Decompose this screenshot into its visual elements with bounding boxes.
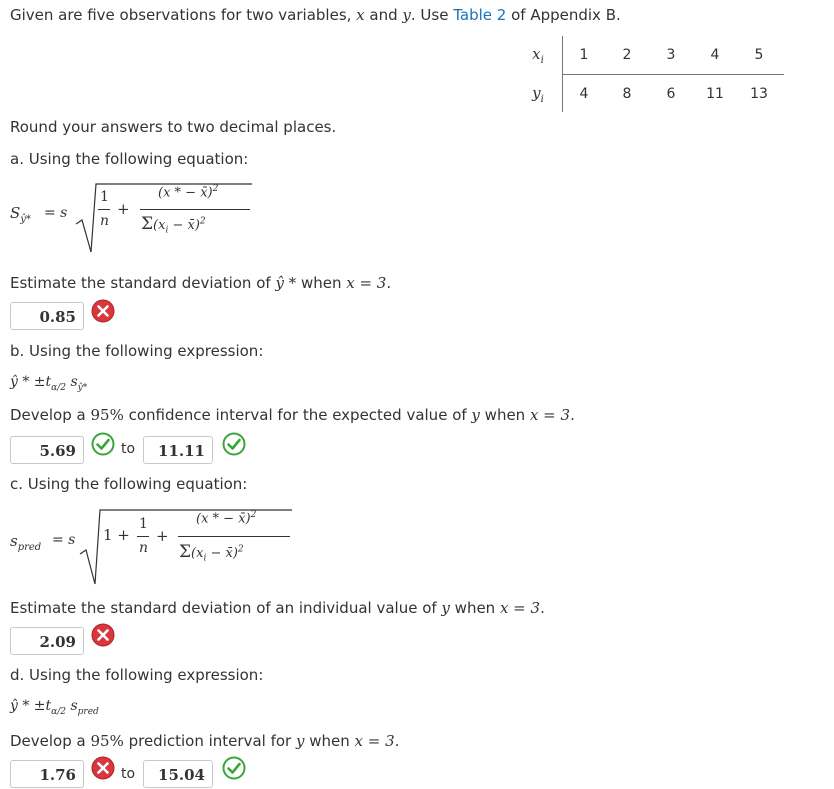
part-d-question: Develop a 95% prediction interval for y when x = 3. [10,732,400,750]
y-value: 6 [666,86,676,102]
y-value: 8 [622,86,632,102]
table-horizontal-rule [562,74,784,75]
part-c-answer-input[interactable]: 2.09 [10,627,84,655]
formula-c-lhs: $s_{pred}$ [10,532,42,553]
x-value: 4 [710,47,720,63]
formula-c-one-plus: 1 + [103,526,130,544]
part-a-heading: a. Using the following equation: [10,150,249,168]
part-b-upper-input[interactable]: 11.11 [143,436,213,464]
formula-c-frac2 [178,536,290,537]
observations-table [518,36,784,112]
intro-mid: . Use [410,6,454,24]
part-a-answer-input[interactable]: 0.85 [10,302,84,330]
correct-icon [222,756,246,780]
x-value: 2 [622,47,632,63]
correct-icon [222,432,246,456]
part-b-lower-input[interactable]: 5.69 [10,436,84,464]
to-label: to [121,766,136,782]
incorrect-icon [91,299,115,323]
y-value: 4 [579,86,589,102]
var-x: x [356,6,365,24]
formula-c-numer: (x * − x̄)$^2$ [196,510,257,527]
formula-a-numer: (x * − x̄)$^2$ [158,184,219,201]
formula-c-eq: = s [52,532,76,548]
y-value: 13 [750,86,768,102]
part-b-heading: b. Using the following expression: [10,342,264,360]
formula-a-denom: $\Sigma(x_i$ − x̄)$^2$ [141,214,206,236]
intro-before: Given are five observations for two variables, [10,6,357,24]
round-note: Round your answers to two decimal places. [10,118,337,136]
part-d-heading: d. Using the following expression: [10,666,264,684]
formula-a-frac2 [140,209,250,210]
to-label: to [121,441,136,457]
formula-a-plus: + [117,200,130,218]
formula-a-lhs: $S_{ŷ*}$ [10,204,31,225]
part-d-upper-input[interactable]: 15.04 [143,760,213,788]
x-value: 3 [666,47,676,63]
formula-a-one: 1 [100,189,109,205]
var-y: y [402,6,411,24]
part-c-question: Estimate the standard deviation of an individual value of y when x = 3. [10,599,545,617]
incorrect-icon [91,756,115,780]
row-y-header: $y_i$ [532,84,544,105]
formula-b: ŷ * $\pm t_{\alpha/2}$ $s_{ŷ*}$ [10,374,88,393]
part-c-heading: c. Using the following equation: [10,475,248,493]
formula-a-frac1 [98,209,110,210]
table-2-link[interactable]: Table 2 [453,6,507,24]
intro-and: and [364,6,403,24]
formula-c-one: 1 [139,516,148,532]
formula-d: ŷ * $\pm t_{\alpha/2}$ $s_{pred}$ [10,698,99,717]
part-b-question: Develop a 95% confidence interval for the expected value of y when x = 3. [10,406,575,424]
formula-a-eq: = s [44,205,68,221]
part-a-question: Estimate the standard deviation of ŷ * when x = 3. [10,274,392,292]
x-value: 5 [754,47,764,63]
y-value: 11 [706,86,724,102]
part-d-lower-input[interactable]: 1.76 [10,760,84,788]
formula-c-frac1 [137,536,149,537]
formula-a-n: n [100,213,110,229]
correct-icon [91,432,115,456]
row-x-header: $x_i$ [532,45,544,66]
x-value: 1 [579,47,589,63]
intro-after: of Appendix B. [506,6,621,24]
formula-c-n: n [139,540,149,556]
formula-c-denom: $\Sigma(x_i$ − x̄)$^2$ [179,542,244,564]
incorrect-icon [91,623,115,647]
intro-text [10,6,621,24]
formula-c-plus: + [156,527,169,545]
